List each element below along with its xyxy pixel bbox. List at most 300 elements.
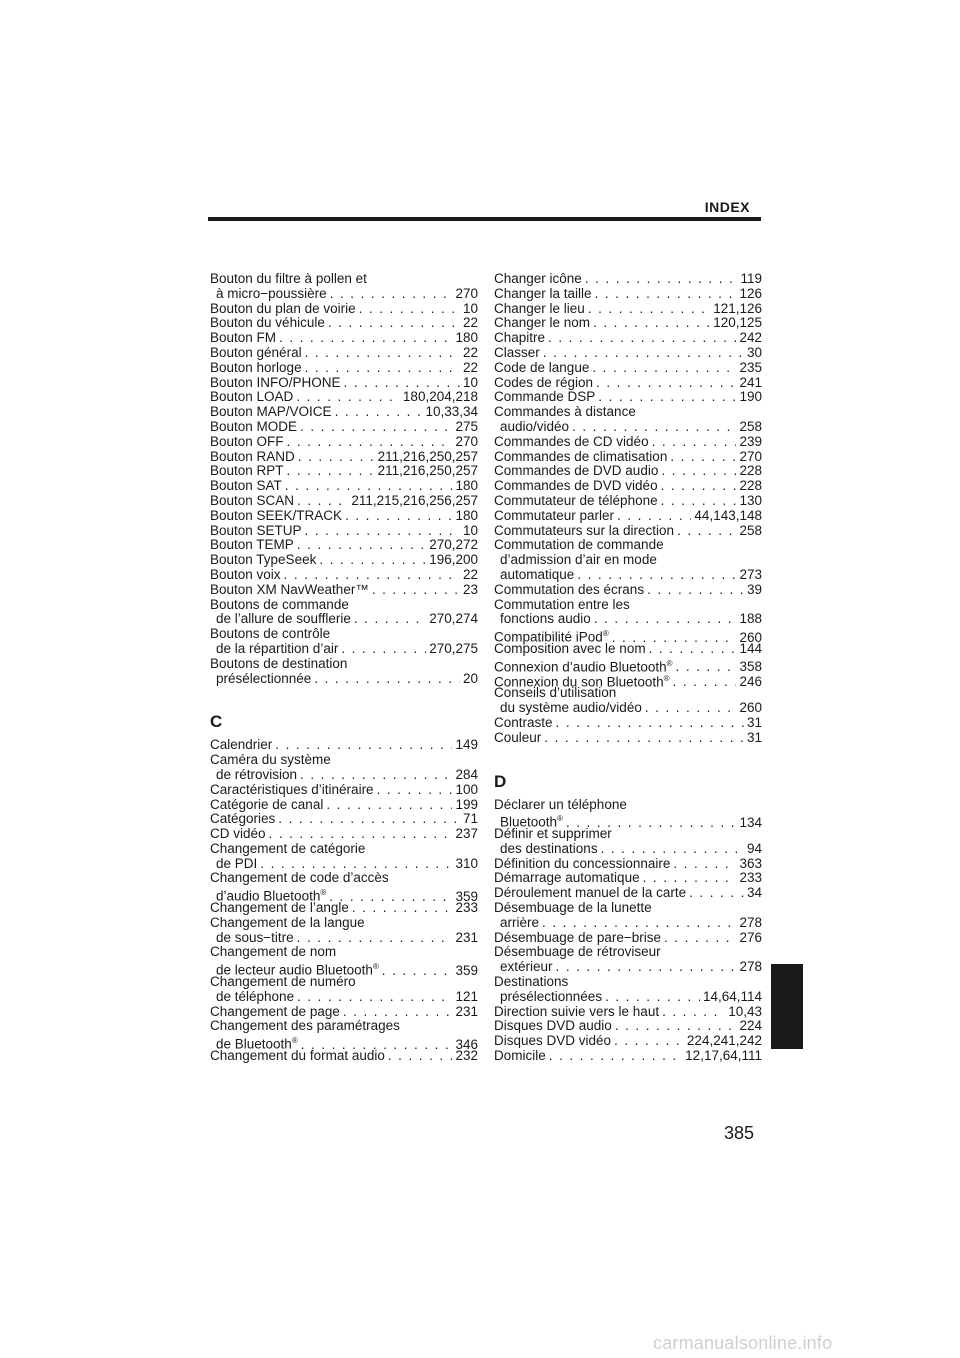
index-term-line [494,1034,762,1049]
dot-leader [372,583,460,598]
index-entry [494,731,762,746]
dot-leader [677,524,736,539]
index-term: Direction suivie vers le haut [494,1003,660,1019]
index-term-line [494,376,762,391]
index-entry [210,376,478,391]
index-term-line [210,524,478,539]
registered-mark: ® [291,1036,298,1046]
page-reference: 233 [739,870,762,886]
registered-mark: ® [320,888,327,898]
index-entry [494,464,762,479]
index-term-line [494,316,762,331]
page-reference: 260 [739,629,762,645]
dot-leader [615,1019,737,1034]
index-term-line [494,390,762,405]
index-entry [494,686,762,716]
index-term-line [494,346,762,361]
index-term: Bouton du plan de voirie [210,300,356,316]
index-term: Changement de code d’accès [210,870,389,886]
index-entry [210,870,478,904]
section-letter: D [494,771,507,791]
index-entry [494,361,762,376]
index-term: Changer la taille [494,285,592,301]
page-reference: 121 [455,988,478,1004]
index-term-continuation [210,857,478,872]
index-term-line [210,302,478,317]
index-term-continuation [494,960,762,975]
index-entry [494,657,762,675]
index-term-line [210,1049,478,1064]
index-entry [210,1018,478,1052]
dot-leader [645,701,737,716]
index-term: Conseils d’utilisation [494,685,617,701]
index-term-continuation [210,990,478,1005]
index-term: Commutation de commande [494,537,664,553]
index-term-line [210,464,478,479]
page-reference: 211,216,250,257 [377,448,478,464]
index-entry [210,783,478,798]
index-term-line [494,657,762,675]
index-term: Calendrier [210,737,273,753]
page-reference: 232 [455,1048,478,1064]
index-entry [210,450,478,465]
index-term-line [494,1005,762,1020]
page-reference: 22 [462,359,478,375]
index-term-line [210,812,478,827]
index-term: Boutons de commande [210,596,349,612]
index-term-continuation [494,553,762,568]
page-reference: 10 [462,374,478,390]
index-term-line [494,405,762,420]
index-term: Bouton MODE [210,418,298,434]
index-term-line [494,975,762,990]
index-term: Déroulement manuel de la carte [494,885,687,901]
index-term-line [210,450,478,465]
index-term-line [210,405,478,420]
index-term-line [210,376,478,391]
dot-leader [592,361,736,376]
index-term: Codes de région [494,374,594,390]
index-term-line [210,783,478,798]
index-term: Bouton SCAN [210,492,295,508]
index-entry [494,945,762,975]
dot-leader [661,464,736,479]
index-term: Caractéristiques d’itinéraire [210,781,374,797]
index-term: Bouton TEMP [210,537,294,553]
index-term: Changer le lieu [494,300,585,316]
page-reference: 121,126 [713,300,762,316]
dot-leader [664,931,736,946]
index-entry [210,798,478,813]
dot-leader [662,1005,725,1020]
dot-leader [643,871,737,886]
page-reference: 224 [739,1018,762,1034]
page-reference: 180 [455,507,478,523]
dot-leader [596,376,736,391]
index-term-line [494,716,762,731]
index-term-line [494,450,762,465]
index-term-line [210,975,478,990]
index-term: audio/vidéo [500,418,570,434]
index-entry [210,272,478,302]
index-term: Changement de numéro [210,974,356,990]
index-term-continuation [494,612,762,627]
dot-leader [314,672,460,687]
index-term-continuation [494,842,762,857]
index-term-continuation [494,568,762,583]
dot-leader [649,642,737,657]
dot-leader [542,916,736,931]
section-letter: C [210,712,223,732]
index-term-line [210,272,478,287]
dot-leader [305,361,460,376]
page-reference: 44,143,148 [694,507,762,523]
index-entry [494,627,762,645]
dot-leader [297,931,453,946]
index-entry [494,346,762,361]
dot-leader [585,272,738,287]
page-reference: 10,43 [728,1003,762,1019]
dot-leader [359,302,460,317]
index-entry [494,672,762,690]
index-term-line [494,642,762,657]
dot-leader [284,568,460,583]
index-term: Commutation entre les [494,596,630,612]
index-term: Catégorie de canal [210,796,324,812]
page-reference: 10 [462,300,478,316]
dot-leader [593,316,710,331]
page-reference: 231 [455,1003,478,1019]
page-reference: 180 [455,330,478,346]
index-term: Définition du concessionnaire [494,855,671,871]
index-term: présélectionnées [500,988,603,1004]
index-term-line [210,331,478,346]
index-term-line [494,827,762,842]
index-term-line [210,553,478,568]
index-entry [494,931,762,946]
header-rule [208,217,761,221]
page-reference: 30 [746,344,762,360]
index-term-line [210,346,478,361]
page-reference: 237 [455,826,478,842]
index-term-continuation [210,960,478,978]
dot-leader [354,612,426,627]
index-term: CD vidéo [210,826,266,842]
dot-leader [275,738,452,753]
index-entry [210,302,478,317]
index-entry [210,316,478,331]
dot-leader [296,390,400,405]
index-entry [210,975,478,1005]
index-term-line [210,916,478,931]
page-reference: 270 [455,285,478,301]
page-reference: 31 [746,729,762,745]
index-entry [494,376,762,391]
index-term: Bouton SETUP [210,522,302,538]
index-term-line [494,331,762,346]
index-term: Bouton XM NavWeather™ [210,581,369,597]
dot-leader [287,464,375,479]
index-term-line [494,302,762,317]
index-entry [494,598,762,628]
index-term: Définir et supprimer [494,826,612,842]
page-reference: 233 [455,900,478,916]
index-term: des destinations [500,840,598,856]
index-term: Chapitre [494,330,546,346]
index-term-line [210,827,478,842]
index-entry [494,1049,762,1064]
dot-leader [297,538,426,553]
dot-leader [673,857,736,872]
index-term-continuation [494,990,762,1005]
index-term: Classer [494,344,540,360]
index-entry [210,361,478,376]
index-term-line [494,464,762,479]
page-reference: 34 [746,885,762,901]
index-entry [210,738,478,753]
index-entry [210,346,478,361]
dot-leader [670,450,736,465]
index-term-continuation [210,287,478,302]
page-reference: 242 [739,330,762,346]
page-reference: 180,204,218 [402,389,478,405]
index-term: Changement de catégorie [210,840,366,856]
index-term: Bouton TypeSeek [210,552,317,568]
index-term: automatique [500,566,575,582]
index-term: Compatibilité iPod® [494,629,609,645]
index-entry [210,524,478,539]
page-reference: 270,272 [429,537,478,553]
index-term-line [494,538,762,553]
dot-leader [549,1049,682,1064]
index-term-continuation [494,916,762,931]
dot-leader [279,331,452,346]
watermark: carmanualsonline.info [653,1333,833,1353]
index-term: de téléphone [216,988,295,1004]
dot-leader [652,435,737,450]
dot-leader [647,583,744,598]
index-term: d’admission d’air en mode [500,552,657,568]
index-term: Bouton INFO/PHONE [210,374,341,390]
index-entry [494,583,762,598]
index-term: Changement du format audio [210,1048,385,1064]
index-term-line [494,524,762,539]
page-reference: 144 [739,640,762,656]
index-term: à micro−poussière [216,285,327,301]
index-entry [494,716,762,731]
index-term-line [494,1049,762,1064]
index-term-line [494,361,762,376]
page-reference: 120,125 [713,315,762,331]
index-term: Déclarer un téléphone [494,796,627,812]
dot-leader [605,990,700,1005]
index-term: Bouton RPT [210,463,284,479]
dot-leader [614,1034,684,1049]
index-term-line [210,842,478,857]
dot-leader [595,287,737,302]
index-term-line [210,1005,478,1020]
index-term-line [494,798,762,813]
index-term: Changement de page [210,1003,340,1019]
page-reference: 235 [739,359,762,375]
index-term: Boutons de destination [210,655,348,671]
dot-leader [556,716,744,731]
index-term: fonctions audio [500,611,591,627]
page-reference: 190 [739,389,762,405]
dot-leader [297,990,452,1005]
index-term-line [210,627,478,642]
dot-leader [260,857,452,872]
index-term-line [210,738,478,753]
index-term-continuation [494,420,762,435]
index-term: Bluetooth® [500,814,563,830]
index-term: Disques DVD audio [494,1018,612,1034]
index-term: Changer le nom [494,315,591,331]
index-term-line [494,435,762,450]
dot-leader [343,1005,453,1020]
index-entry [494,1005,762,1020]
index-entry [494,390,762,405]
index-term-line [494,494,762,509]
index-term: présélectionnée [216,670,312,686]
index-term: Bouton RAND [210,448,295,464]
index-term: Commande DSP [494,389,596,405]
page-reference: 10 [462,522,478,538]
index-term: Connexion d’audio Bluetooth® [494,658,673,675]
dot-leader [577,568,736,583]
index-entry [210,944,478,978]
index-term-line [210,598,478,613]
page-reference: 211,215,216,256,257 [351,492,478,508]
index-term: de l’allure de soufflerie [216,611,351,627]
index-term-line [494,627,762,645]
page-reference: 358 [739,659,762,675]
index-entry [210,1049,478,1064]
index-term: Changer icône [494,271,582,286]
page-number: 385 [723,1123,754,1143]
index-entry [210,753,478,783]
page-reference: 22 [462,566,478,582]
index-term: extérieur [500,959,553,975]
index-term-line [210,538,478,553]
index-entry [210,464,478,479]
index-term: Changement de nom [210,944,337,960]
dot-leader [341,642,426,657]
index-term-line [494,583,762,598]
index-term: Couleur [494,729,542,745]
index-term-line [210,316,478,331]
page-reference: 100 [455,781,478,797]
index-term: d’audio Bluetooth® [216,888,327,904]
index-entry [210,435,478,450]
page-reference: 126 [739,285,762,301]
dot-leader [572,420,736,435]
index-term: Commandes à distance [494,404,636,420]
index-term-line [494,672,762,690]
index-entry [210,420,478,435]
index-term: Désembuage de pare−brise [494,929,661,945]
index-term: Commutation des écrans [494,581,645,597]
dot-leader [269,827,453,842]
index-term-line [210,798,478,813]
index-term-line [210,753,478,768]
dot-leader [352,901,453,916]
index-term: Bouton voix [210,566,281,582]
dot-leader [300,768,452,783]
page-reference: 149 [455,737,478,753]
page-reference: 199 [455,796,478,812]
index-term-continuation [210,672,478,687]
page-reference: 196,200 [429,552,478,568]
index-term: Bouton SAT [210,478,282,494]
page-reference: 258 [739,522,762,538]
page-reference: 275 [455,418,478,434]
index-entry [494,272,762,287]
index-entry [494,1019,762,1034]
index-entry [494,886,762,901]
dot-leader [617,509,691,524]
index-term: Désembuage de rétroviseur [494,944,661,960]
index-term-line [210,871,478,886]
index-entry [494,479,762,494]
index-term: Bouton général [210,344,302,360]
page-reference: 211,216,250,257 [377,463,478,479]
page-reference: 270,274 [429,611,478,627]
index-entry [494,901,762,931]
index-entry [210,916,478,946]
index-entry [494,642,762,657]
page-reference: 246 [739,674,762,690]
index-term: de sous−titre [216,929,294,945]
index-term: Domicile [494,1048,546,1064]
index-entry [494,798,762,828]
dot-leader [319,553,426,568]
index-entry [210,583,478,598]
index-term-line [494,945,762,960]
dot-leader [661,479,737,494]
page-reference: 276 [739,929,762,945]
index-entry [210,479,478,494]
index-term-line [210,479,478,494]
index-term-continuation [210,768,478,783]
index-entry [494,302,762,317]
index-entry [210,827,478,842]
page-reference: 20 [462,670,478,686]
index-term-continuation [494,812,762,830]
index-entry [210,494,478,509]
index-term: de PDI [216,855,258,871]
page-reference: 10,33,34 [425,404,478,420]
index-term-continuation [210,612,478,627]
index-term: Désembuage de la lunette [494,900,652,916]
index-term-line [494,901,762,916]
index-term-continuation [210,642,478,657]
index-term: Catégories [210,811,276,827]
index-entry [494,509,762,524]
index-column-left [210,272,478,1064]
dot-leader [388,1049,453,1064]
index-term-line [210,361,478,376]
dot-leader [556,960,737,975]
page-reference: 284 [455,766,478,782]
index-entry [494,331,762,346]
index-term: Bouton MAP/VOICE [210,404,332,420]
page-reference: 273 [739,566,762,582]
index-term-line [210,568,478,583]
index-entry [494,450,762,465]
index-term-line [210,583,478,598]
page-reference: 71 [462,811,478,827]
